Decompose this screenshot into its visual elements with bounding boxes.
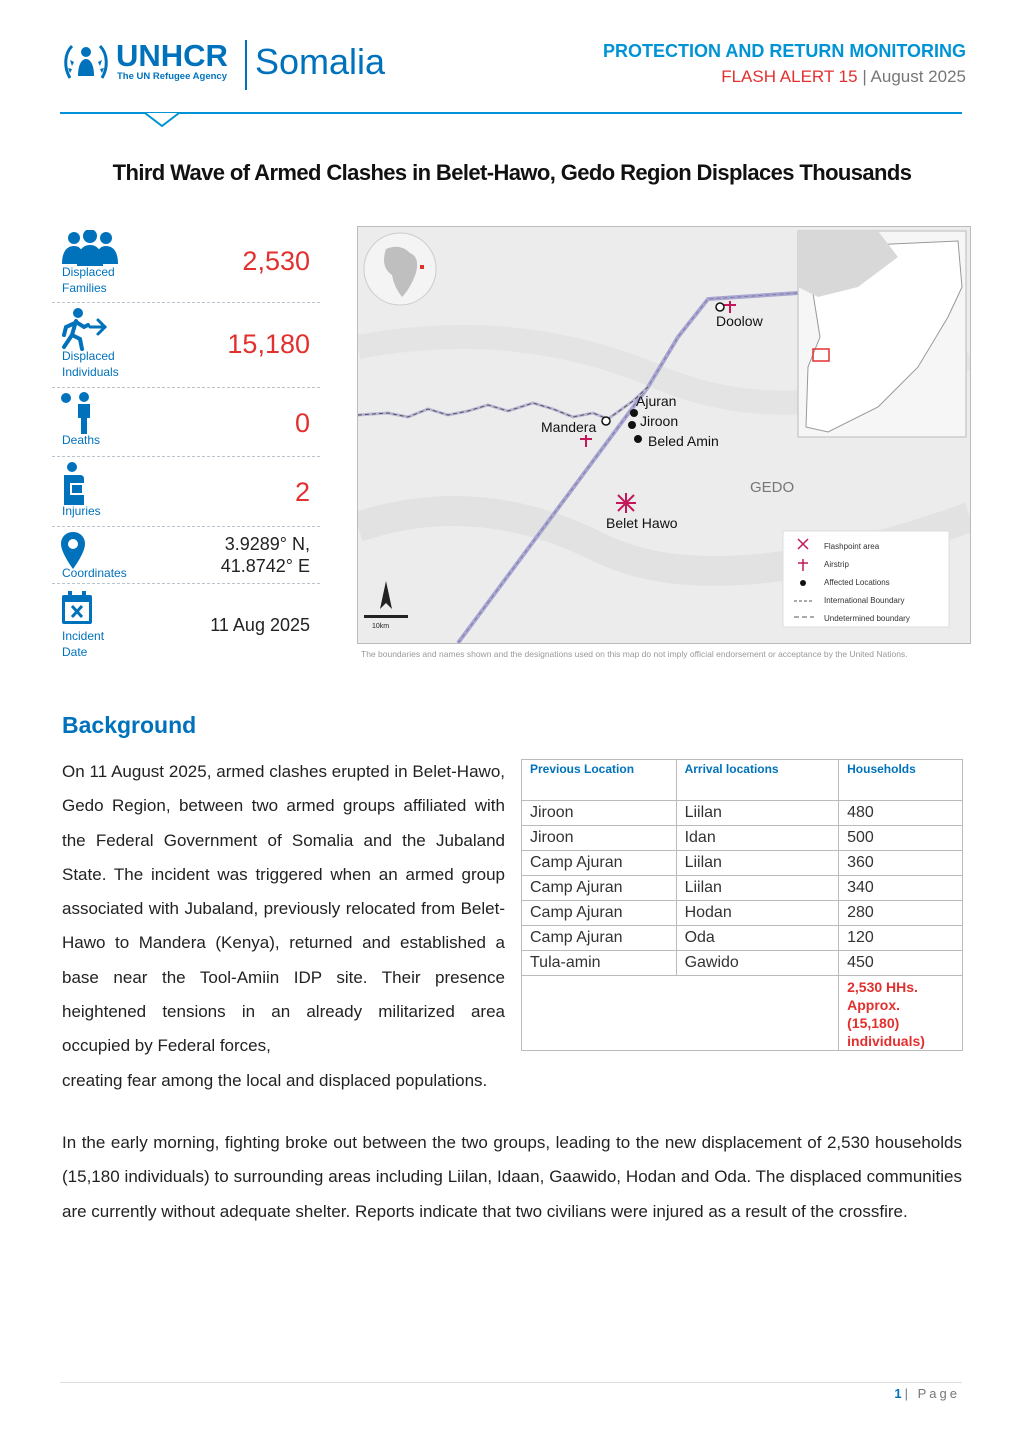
cell-arrival-location: Gawido: [676, 951, 839, 976]
scale-bar: [364, 615, 408, 618]
somalia-inset-map: [798, 231, 966, 437]
stat-value: 0: [294, 408, 310, 438]
stat-coordinates: [52, 527, 320, 584]
injury-icon: [60, 461, 90, 507]
header-separator: |: [857, 67, 871, 86]
map-label-ajuran: Ajuran: [636, 393, 677, 409]
report-date: August 2025: [870, 67, 966, 86]
legend-item: International Boundary: [824, 596, 905, 605]
map-label-belet-hawo: Belet Hawo: [606, 515, 678, 531]
cell-households: 360: [839, 851, 963, 876]
cell-households: 340: [839, 876, 963, 901]
stat-value: 2: [294, 477, 310, 507]
cell-arrival-location: Liilan: [676, 851, 839, 876]
header-notch-icon: [145, 112, 179, 128]
cell-previous-location: Camp Ajuran: [522, 926, 677, 951]
table-row: [522, 926, 963, 951]
table-row: [522, 876, 963, 901]
legend-item: Undetermined boundary: [824, 614, 910, 623]
stat-deaths: [52, 388, 320, 457]
cell-arrival-location: Idan: [676, 826, 839, 851]
person-icon: [60, 392, 100, 434]
stat-label: Displaced Individuals: [62, 349, 119, 379]
table-row: [522, 851, 963, 876]
cell-previous-location: Tula-amin: [522, 951, 677, 976]
paragraph-last-line: creating fear among the local and displaced populations.: [62, 1070, 488, 1090]
cell-arrival-location: Hodan: [676, 901, 839, 926]
stat-label: Injuries: [62, 504, 101, 518]
stat-value: [221, 533, 310, 577]
total-households: 2,530 HHs. Approx. (15,180) individuals): [839, 976, 963, 1051]
stat-value: 11 Aug 2025: [210, 615, 310, 635]
map-legend: [824, 538, 910, 628]
column-header: Arrival locations: [676, 760, 839, 801]
stat-label: Deaths: [62, 433, 101, 447]
report-subtitle: [721, 67, 966, 87]
cell-households: 450: [839, 951, 963, 976]
column-header: Households: [839, 760, 963, 801]
footer-rule: [60, 1382, 962, 1383]
table-total-row: [522, 976, 963, 1051]
cell-previous-location: Camp Ajuran: [522, 901, 677, 926]
page-number-label: | Page: [904, 1386, 960, 1401]
cell-households: 500: [839, 826, 963, 851]
table-row: [522, 801, 963, 826]
running-person-icon: [60, 307, 110, 351]
report-title: PROTECTION AND RETURN MONITORING: [603, 41, 966, 61]
background-paragraph-1: [62, 755, 505, 1098]
unhcr-emblem-icon: [62, 40, 110, 82]
table-row: [522, 826, 963, 851]
background-paragraph-2: In the early morning, fighting broke out between the two groups, leading to the new displacement of 2,530 households (15,180 individuals) to surrounding areas including Liilan, Idaan, Gaawido, Hodan and Oda. The displaced communities are currently without adequate shelter. Reports indicate that two civilians were injured as a result of the crossfire.: [62, 1133, 962, 1221]
page-title: Third Wave of Armed Clashes in Belet-Hawo, Gedo Region Displaces Thousands: [112, 160, 912, 185]
cell-previous-location: Jiroon: [522, 826, 677, 851]
paragraph-text: On 11 August 2025, armed clashes erupted in Belet-Hawo, Gedo Region, between two armed groups affiliated with the Federal Government of Somalia and the Jubaland State. The incident was triggered when an armed group associated with Jubaland, previously relocated from Belet-Hawo to Mandera (Kenya), returned and established a base near the Tool-Amiin IDP site. Their presence heightened tensions in an already militarized area occupied by Federal forces,: [62, 762, 505, 1056]
map-label-jiroon: Jiroon: [640, 413, 679, 429]
flash-alert-label: FLASH ALERT 15: [721, 67, 858, 86]
stat-displaced-individuals: [52, 303, 320, 388]
globe-inset-icon: [364, 233, 436, 305]
cell-arrival-location: Liilan: [676, 876, 839, 901]
cell-arrival-location: Oda: [676, 926, 839, 951]
stat-injuries: [52, 457, 320, 527]
section-heading-background: Background: [62, 712, 197, 738]
stat-label: Coordinates: [62, 566, 127, 580]
map-label-region: GEDO: [750, 479, 795, 496]
country-name: Somalia: [255, 41, 386, 82]
table-row: [522, 901, 963, 926]
displacement-table: [521, 759, 963, 1051]
logo-divider: [245, 40, 247, 90]
flashpoint-icon: [616, 493, 636, 513]
page-number: [894, 1386, 960, 1401]
legend-item: Affected Locations: [824, 578, 890, 587]
legend-item: Airstrip: [824, 560, 849, 569]
empty-cell: [522, 976, 839, 1051]
map-disclaimer: The boundaries and names shown and the designations used on this map do not imply official endorsement or acceptance by the United Nations.: [361, 649, 908, 659]
stat-value: 2,530: [242, 246, 310, 276]
map-scale-label: 10km: [372, 623, 390, 630]
table-header-row: [522, 760, 963, 801]
page-number-value: 1: [894, 1386, 905, 1401]
table-row: [522, 951, 963, 976]
legend-item: Flashpoint area: [824, 542, 880, 551]
stat-label: Displaced Families: [62, 265, 115, 295]
cell-households: 120: [839, 926, 963, 951]
stat-displaced-families: [52, 226, 320, 303]
calendar-icon: [60, 590, 94, 626]
cell-previous-location: Jiroon: [522, 801, 677, 826]
header-rule: [60, 112, 962, 114]
cell-households: 480: [839, 801, 963, 826]
longitude-value: 41.8742° E: [220, 556, 310, 576]
map-label-doolow: Doolow: [716, 313, 763, 329]
latitude-value: 3.9289° N,: [224, 534, 310, 554]
cell-previous-location: Camp Ajuran: [522, 876, 677, 901]
cell-households: 280: [839, 901, 963, 926]
stat-label: Incident Date: [62, 629, 105, 659]
cell-previous-location: Camp Ajuran: [522, 851, 677, 876]
logo-name: UNHCR: [116, 38, 228, 73]
cell-arrival-location: Liilan: [676, 801, 839, 826]
map-label-mandera: Mandera: [541, 419, 597, 435]
incident-map: [357, 226, 971, 644]
stat-incident-date: [52, 584, 320, 664]
stat-value: 15,180: [227, 329, 310, 359]
logo-tagline: The UN Refugee Agency: [117, 71, 227, 82]
map-label-beled-amin: Beled Amin: [648, 433, 719, 449]
column-header: Previous Location: [522, 760, 677, 801]
